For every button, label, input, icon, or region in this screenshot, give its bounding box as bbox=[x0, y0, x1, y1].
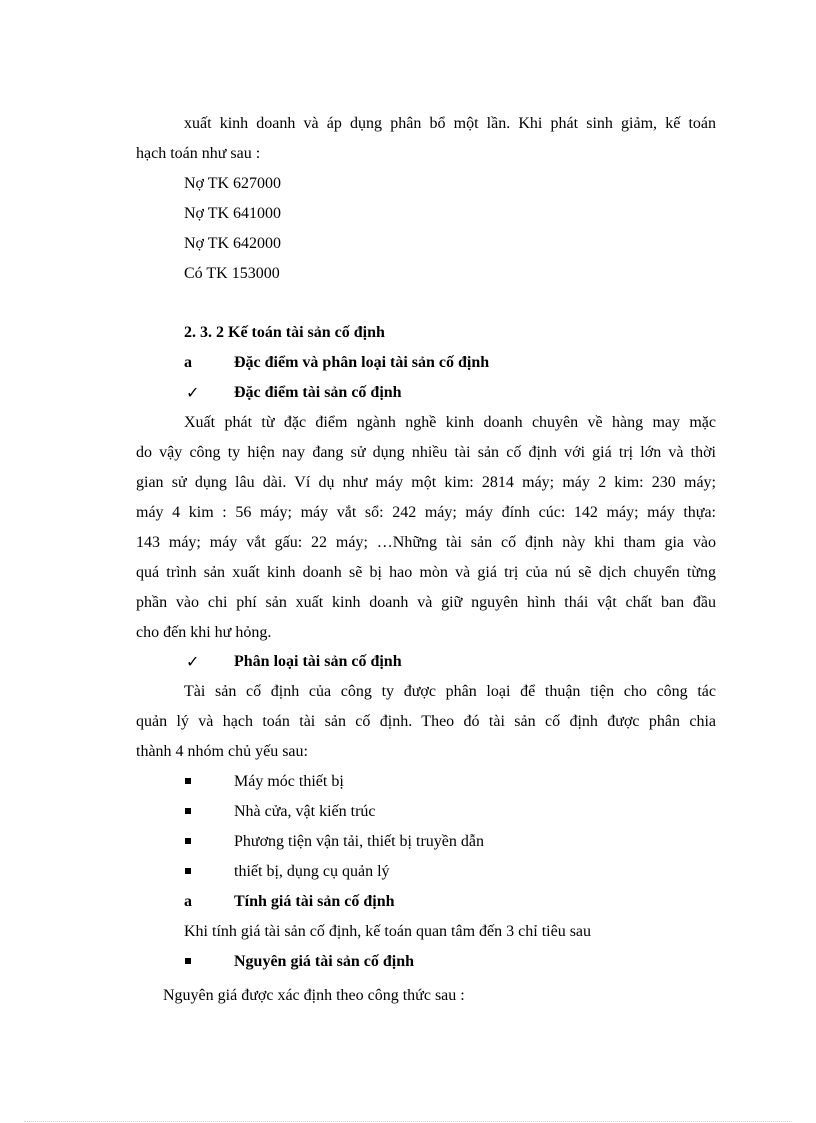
page-bottom-rule bbox=[24, 1121, 792, 1122]
section-heading: 2. 3. 2 Kế toán tài sản cố định bbox=[184, 324, 385, 341]
classification-line-3: thành 4 nhóm chủ yếu sau: bbox=[136, 743, 308, 760]
entry-debit-642000: Nợ TK 642000 bbox=[184, 235, 282, 252]
square-bullet-icon bbox=[185, 778, 191, 784]
square-bullet-icon bbox=[185, 838, 191, 844]
classification-title: Phân loại tài sản cố định bbox=[234, 653, 402, 670]
sub-a-marker: a bbox=[184, 354, 192, 371]
square-bullet-icon bbox=[185, 808, 191, 814]
features-line-6: quá trình sản xuất kinh doanh sẽ bị hao mòn và giá trị của nú sẽ dịch chuyển từng bbox=[136, 564, 716, 581]
sub-a-title: Đặc điểm và phân loại tài sản cố định bbox=[234, 354, 490, 371]
features-line-4: máy 4 kim : 56 máy; máy vắt sổ: 242 máy; máy đính cúc: 142 máy; máy thựa: bbox=[136, 504, 716, 521]
intro-line-2: hạch toán như sau : bbox=[136, 145, 261, 162]
entry-debit-627000: Nợ TK 627000 bbox=[184, 175, 282, 192]
features-title: Đặc điểm tài sản cố định bbox=[234, 384, 402, 401]
group-item-management-tools: thiết bị, dụng cụ quản lý bbox=[234, 863, 390, 880]
pricing-intro: Khi tính giá tài sản cố định, kế toán quan tâm đến 3 chỉ tiêu sau bbox=[184, 923, 592, 940]
formula-intro: Nguyên giá được xác định theo công thức sau : bbox=[163, 987, 465, 1004]
classification-line-2: quản lý và hạch toán tài sản cố định. Theo đó tài sản cố định được phân chia bbox=[136, 713, 716, 730]
checkmark-icon: ✓ bbox=[186, 652, 200, 671]
features-line-1: Xuất phát từ đặc điểm ngành nghề kinh doanh chuyên về hàng may mặc bbox=[184, 414, 716, 431]
entry-debit-641000: Nợ TK 641000 bbox=[184, 205, 282, 222]
sub-b-marker: a bbox=[184, 893, 192, 910]
square-bullet-icon bbox=[185, 958, 191, 964]
features-line-8: cho đến khi hư hỏng. bbox=[136, 624, 272, 641]
entry-credit-153000: Có TK 153000 bbox=[184, 265, 280, 282]
original-cost-title: Nguyên giá tài sản cố định bbox=[234, 953, 415, 970]
features-line-7: phần vào chi phí sản xuất kinh doanh và giữ nguyên hình thái vật chất ban đầu bbox=[136, 594, 716, 611]
features-line-3: gian sử dụng lâu dài. Ví dụ như máy một kim: 2814 máy; máy 2 kim: 230 máy; bbox=[136, 474, 716, 491]
sub-b-title: Tính giá tài sản cố định bbox=[234, 893, 395, 910]
group-item-buildings: Nhà cửa, vật kiến trúc bbox=[234, 803, 376, 820]
classification-line-1: Tài sản cố định của công ty được phân loại để thuận tiện cho công tác bbox=[184, 683, 716, 700]
group-item-transport: Phương tiện vận tải, thiết bị truyền dẫn bbox=[234, 833, 484, 850]
square-bullet-icon bbox=[185, 868, 191, 874]
checkmark-icon: ✓ bbox=[186, 383, 200, 402]
intro-line-1: xuất kinh doanh và áp dụng phân bổ một lần. Khi phát sinh giảm, kế toán bbox=[184, 115, 716, 132]
features-line-2: do vậy công ty hiện nay đang sử dụng nhiều tài sản cố định với giá trị lớn và thời bbox=[136, 444, 716, 461]
group-item-machinery: Máy móc thiết bị bbox=[234, 773, 344, 790]
features-line-5: 143 máy; máy vắt gấu: 22 máy; …Những tài sản cố định này khi tham gia vào bbox=[136, 534, 716, 551]
